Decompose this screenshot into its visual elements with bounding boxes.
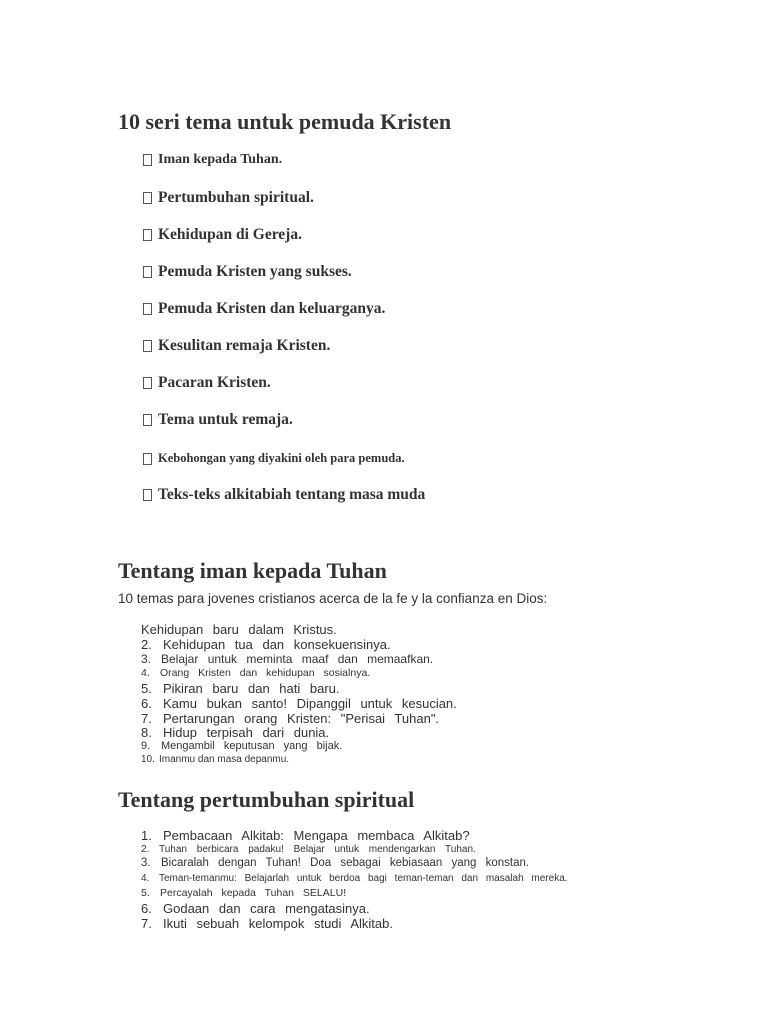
topic-item	[143, 451, 405, 466]
list-item	[141, 637, 391, 652]
list-text: Imanmu dan masa depanmu.	[159, 754, 290, 765]
list-number: 6.	[141, 901, 152, 916]
topic-item	[143, 300, 385, 318]
list-text: Pikiran baru dan hati baru.	[163, 681, 340, 696]
topic-item	[143, 189, 314, 207]
list-text: Kehidupan baru dalam Kristus.	[141, 622, 337, 637]
list-number: 7.	[141, 916, 152, 931]
topic-item	[143, 486, 425, 504]
list-number: 5.	[141, 681, 152, 696]
list-number: 3.	[141, 652, 152, 666]
list-number: 7.	[141, 711, 152, 726]
topic-label: Kehidupan di Gereja.	[158, 226, 302, 243]
topic-label: Tema untuk remaja.	[158, 411, 293, 428]
topic-item	[143, 411, 293, 429]
list-item	[141, 681, 339, 696]
list-number: 5.	[141, 887, 150, 899]
list-text: Hidup terpisah dari dunia.	[163, 725, 330, 740]
bullet-glyph-icon	[143, 414, 152, 426]
list-text: Pertarungan orang Kristen: "Perisai Tuhan".	[163, 711, 440, 726]
bullet-glyph-icon	[143, 266, 152, 278]
topic-label: Kebohongan yang diyakini oleh para pemuda.	[158, 451, 405, 465]
list-item	[141, 873, 568, 884]
list-text: Kehidupan tua dan konsekuensinya.	[163, 637, 391, 652]
list-number: 2.	[141, 844, 150, 855]
bullet-glyph-icon	[143, 377, 152, 389]
section-heading-growth: Tentang pertumbuhan spiritual	[118, 787, 415, 812]
topic-item	[143, 337, 330, 355]
list-text: Tuhan berbicara padaku! Belajar untuk mendengarkan Tuhan.	[159, 844, 476, 855]
list-text: Mengambil keputusan yang bijak.	[161, 740, 343, 752]
bullet-glyph-icon	[143, 340, 152, 352]
topic-label: Iman kepada Tuhan.	[158, 152, 283, 167]
bullet-glyph-icon	[143, 229, 152, 241]
list-text: Godaan dan cara mengatasinya.	[163, 901, 370, 916]
list-text: Teman-temanmu: Belajarlah untuk berdoa bagi teman-teman dan masalah mereka.	[159, 873, 568, 884]
page-title: 10 seri tema untuk pemuda Kristen	[118, 109, 452, 134]
list-text: Bicaralah dengan Tuhan! Doa sebagai kebiasaan yang konstan.	[161, 857, 530, 869]
topic-label: Pacaran Kristen.	[158, 374, 271, 391]
topic-item	[143, 263, 352, 281]
list-item	[141, 754, 289, 765]
list-item	[141, 740, 342, 752]
topic-label: Pertumbuhan spiritual.	[158, 189, 314, 206]
list-item	[141, 844, 476, 855]
list-item	[141, 857, 529, 869]
list-item	[141, 916, 393, 931]
list-number: 10.	[141, 754, 155, 765]
topic-label: Kesulitan remaja Kristen.	[158, 337, 331, 354]
bullet-glyph-icon	[143, 453, 152, 465]
list-item	[141, 667, 370, 679]
list-number: 2.	[141, 637, 152, 652]
bullet-glyph-icon	[143, 489, 152, 501]
list-text: Ikuti sebuah kelompok studi Alkitab.	[163, 916, 393, 931]
list-number: 8.	[141, 725, 152, 740]
list-text: Pembacaan Alkitab: Mengapa membaca Alkitab?	[163, 828, 470, 843]
topic-label: Pemuda Kristen yang sukses.	[158, 263, 352, 280]
list-item	[141, 622, 337, 637]
list-text: Percayalah kepada Tuhan SELALU!	[160, 887, 347, 899]
list-item	[141, 828, 470, 843]
list-number: 6.	[141, 696, 152, 711]
bullet-glyph-icon	[143, 303, 152, 315]
list-item	[141, 652, 433, 666]
topic-item	[143, 226, 302, 244]
topic-item	[143, 152, 282, 168]
list-item	[141, 711, 439, 726]
section-heading-faith: Tentang iman kepada Tuhan	[118, 558, 387, 583]
list-text: Kamu bukan santo! Dipanggil untuk kesucian.	[163, 696, 457, 711]
list-item	[141, 725, 329, 740]
bullet-glyph-icon	[143, 192, 152, 204]
list-item	[141, 887, 346, 899]
list-text: Belajar untuk meminta maaf dan memaafkan.	[161, 652, 434, 666]
topic-label: Pemuda Kristen dan keluarganya.	[158, 300, 386, 317]
bullet-glyph-icon	[143, 154, 152, 166]
list-number: 4.	[141, 667, 150, 679]
section-intro: 10 temas para jovenes cristianos acerca de la fe y la confianza en Dios:	[118, 591, 548, 606]
list-text: Orang Kristen dan kehidupan sosialnya.	[160, 667, 371, 679]
list-item	[141, 901, 370, 916]
list-number: 1.	[141, 828, 152, 843]
list-number: 9.	[141, 740, 151, 752]
topic-label: Teks-teks alkitabiah tentang masa muda	[158, 486, 426, 503]
list-number: 4.	[141, 873, 150, 884]
topic-item	[143, 374, 271, 392]
list-number: 3.	[141, 857, 151, 869]
list-item	[141, 696, 457, 711]
